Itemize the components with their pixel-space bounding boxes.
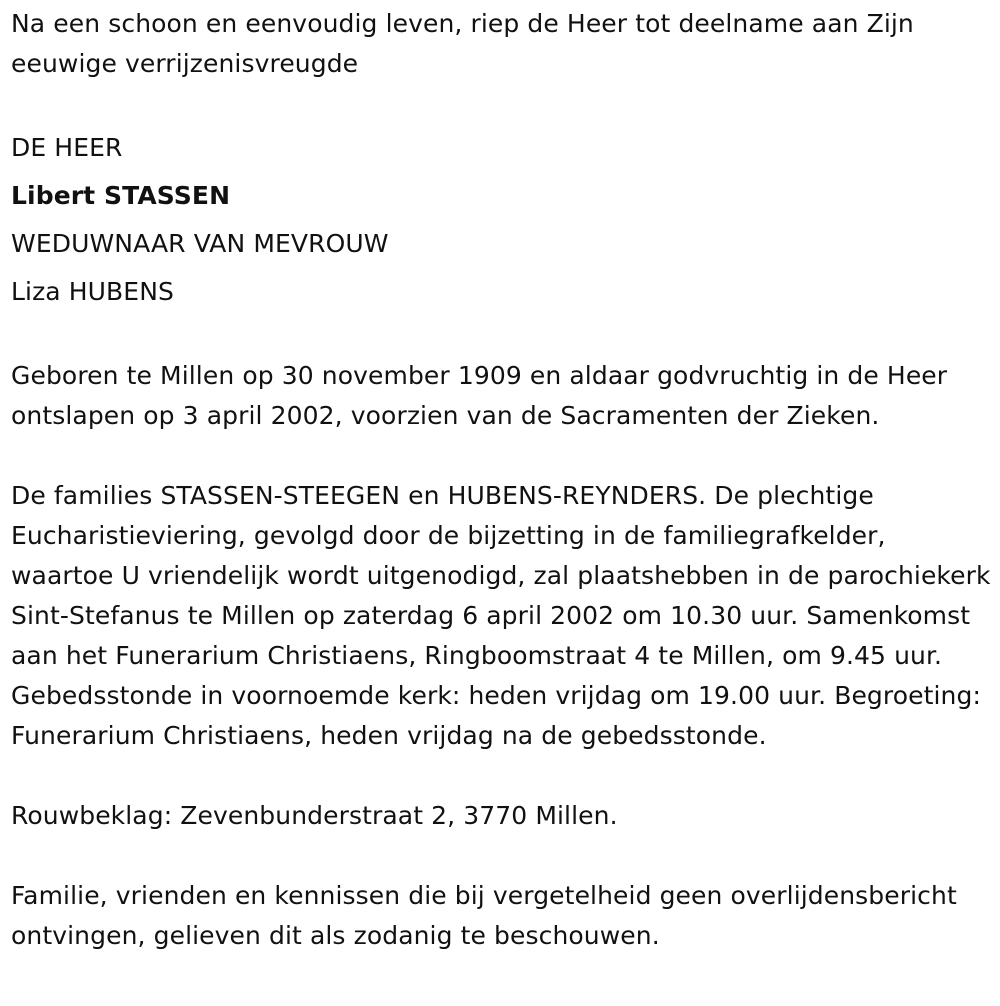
spacer <box>11 836 996 876</box>
spouse-name: Liza HUBENS <box>11 277 174 306</box>
spacer <box>11 756 996 796</box>
spacer <box>11 84 996 124</box>
relation-line: WEDUWNAAR VAN MEVROUW <box>11 229 389 258</box>
title-line: DE HEER <box>11 133 123 162</box>
obituary-document <box>11 4 996 956</box>
spacer <box>11 436 996 476</box>
spacer <box>11 316 996 356</box>
intro-paragraph: Na een schoon en eenvoudig leven, riep de Heer tot deelname aan Zijn eeuwige verrijzenisvreugde <box>11 9 914 78</box>
deceased-name: Libert STASSEN <box>11 181 231 210</box>
birth-death-paragraph: Geboren te Millen op 30 november 1909 en aldaar godvruchtig in de Heer ontslapen op 3 april 2002, voorzien van de Sacramenten der Zieken. <box>11 361 948 430</box>
closing-paragraph: Familie, vrienden en kennissen die bij vergetelheid geen overlijdensbericht ontvingen, gelieven dit als zodanig te beschouwen. <box>11 881 957 950</box>
ceremony-paragraph: De families STASSEN-STEEGEN en HUBENS-REYNDERS. De plechtige Eucharistieviering, gevolgd door de bijzetting in de familiegrafkelder, waartoe U vriendelijk wordt uitgenodigd, zal plaatshebben in de parochiekerk Sint-Stefanus te Millen op zaterdag 6 april 2002 om 10.30 uur. Samenkomst aan het Funerarium Christiaens, Ringboomstraat 4 te Millen, om 9.45 uur. Gebedsstonde in voornoemde kerk: heden vrijdag om 19.00 uur. Begroeting: Funerarium Christiaens, heden vrijdag na de gebedsstonde. <box>11 481 991 750</box>
condolence-address: Rouwbeklag: Zevenbunderstraat 2, 3770 Millen. <box>11 801 618 830</box>
